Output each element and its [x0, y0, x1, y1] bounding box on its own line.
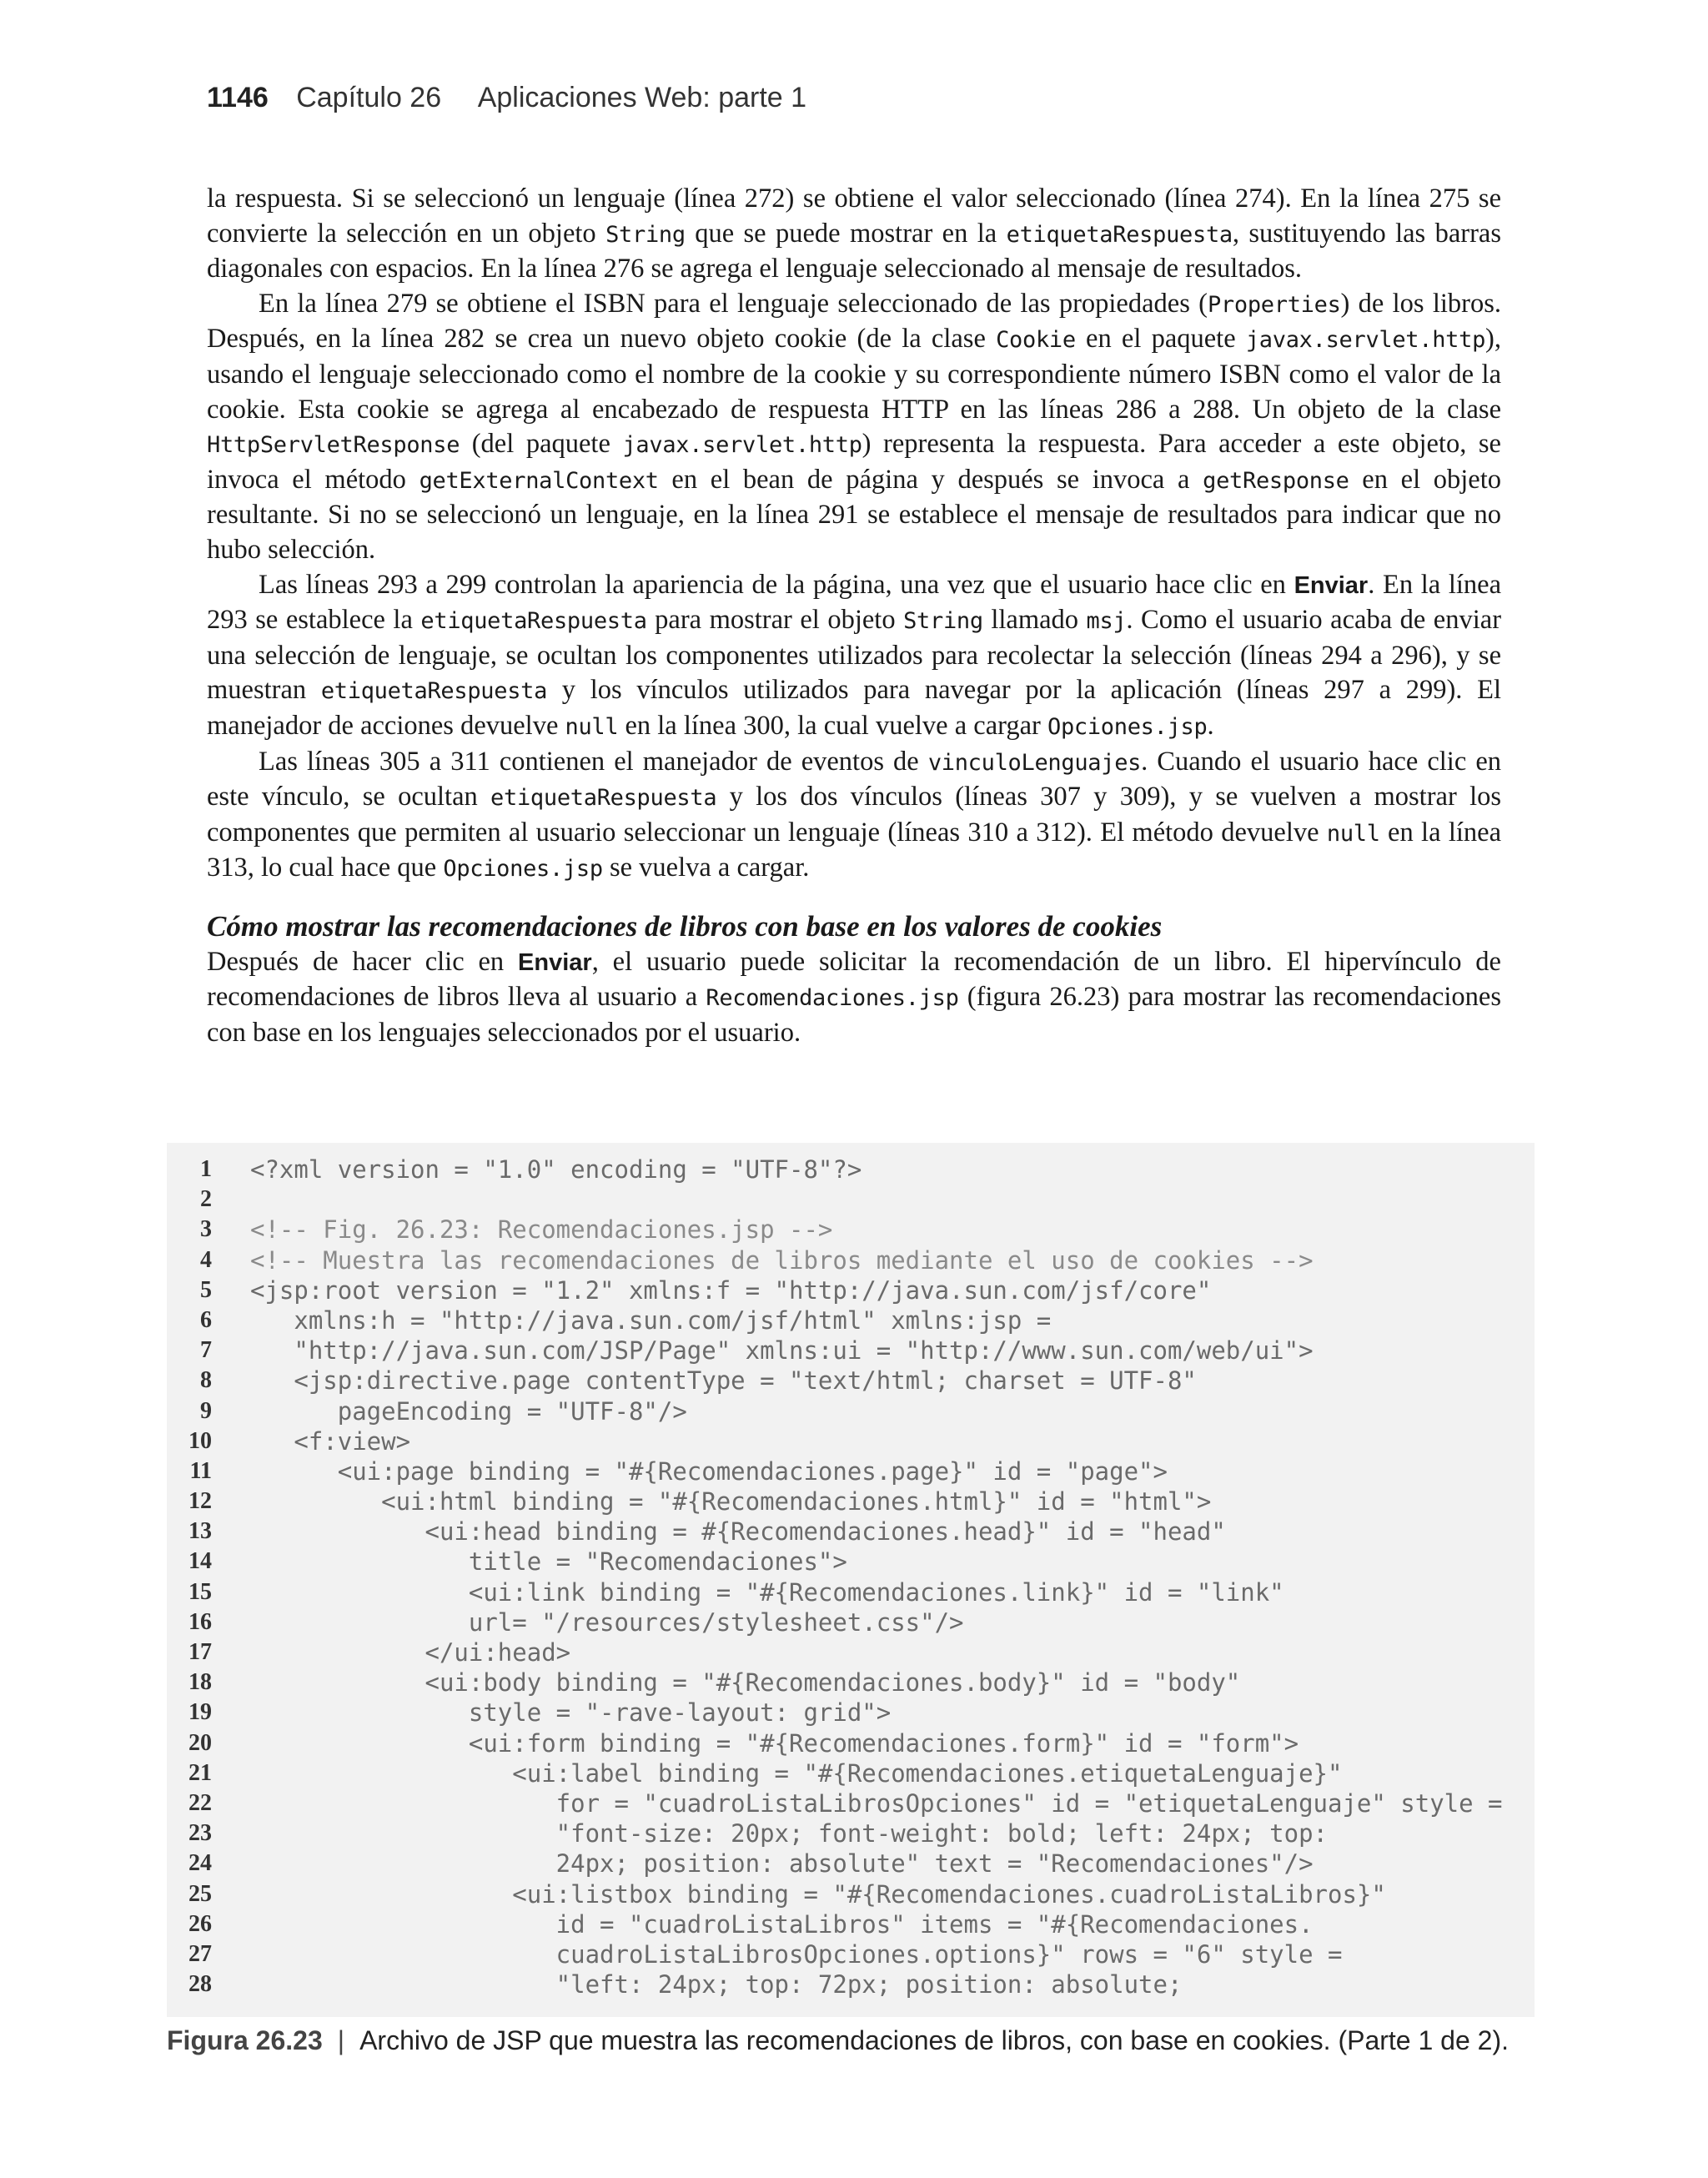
- line-number: 17: [188, 1639, 212, 1665]
- caption-text: Archivo de JSP que muestra las recomendaciones de libros, con base en cookies. (Parte 1 de 2).: [359, 2025, 1509, 2055]
- code-text: <ui:link binding = "#{Recomendaciones.link}" id = "link": [250, 1577, 1284, 1607]
- code-text: for = "cuadroListaLibrosOpciones" id = "etiquetaLenguaje" style =: [250, 1788, 1503, 1818]
- code-line: [167, 1215, 1535, 1245]
- code-text: <ui:page binding = "#{Recomendaciones.page}" id = "page">: [250, 1456, 1168, 1486]
- code-line: [167, 1486, 1535, 1517]
- line-number: 6: [200, 1306, 212, 1333]
- caption-label: Figura 26.23: [167, 2025, 323, 2055]
- code-text: <ui:body binding = "#{Recomendaciones.body}" id = "body": [250, 1668, 1241, 1698]
- code-line: [167, 1547, 1535, 1577]
- code-text: <f:view>: [250, 1426, 411, 1456]
- inline-code: Recomendaciones.jsp: [706, 985, 959, 1012]
- code-line: [167, 1305, 1535, 1335]
- code-line: [167, 1758, 1535, 1788]
- line-number: 2: [200, 1186, 212, 1213]
- page-number: 1146: [207, 82, 269, 113]
- code-text: <jsp:directive.page contentType = "text/html; charset = UTF-8": [250, 1366, 1197, 1396]
- text-run: y los vínculos utilizados para navegar por la aplicación (líneas 297 a 299). El manejador de acciones devuelve: [207, 675, 1501, 741]
- line-number: 23: [188, 1820, 212, 1847]
- button-name: Enviar: [1294, 571, 1369, 599]
- code-line: [167, 1517, 1535, 1547]
- text-run: en la línea 300, la cual vuelve a cargar: [618, 710, 1047, 741]
- inline-code: javax.servlet.http: [1245, 327, 1486, 354]
- text-run: En la línea 279 se obtiene el ISBN para el lenguaje seleccionado de las propiedades (: [259, 288, 1208, 319]
- chapter-title: Aplicaciones Web: parte 1: [477, 82, 807, 113]
- text-run: en el paquete: [1075, 324, 1246, 355]
- text-run: para mostrar el objeto: [646, 605, 904, 636]
- code-line: [167, 1788, 1535, 1818]
- paragraph-1: [207, 182, 1501, 287]
- line-number: 26: [188, 1910, 212, 1937]
- inline-code: null: [1326, 820, 1380, 847]
- code-line: [167, 1607, 1535, 1637]
- text-run: Después de hacer clic en: [207, 946, 519, 977]
- line-number: 15: [188, 1578, 212, 1605]
- inline-code: etiquetaRespuesta: [1006, 221, 1233, 248]
- figure-caption: [167, 2025, 1509, 2056]
- code-line: [167, 1185, 1535, 1215]
- paragraph-3: [207, 568, 1501, 745]
- section-paragraph: [207, 945, 1501, 1051]
- inline-code: vinculoLenguajes: [927, 749, 1142, 776]
- text-run: que se puede mostrar en la: [685, 218, 1007, 249]
- code-text: </ui:head>: [250, 1638, 571, 1667]
- code-text: "left: 24px; top: 72px; position: absolute;: [250, 1970, 1183, 1999]
- code-text: "http://java.sun.com/JSP/Page" xmlns:ui = "http://www.sun.com/web/ui">: [250, 1336, 1314, 1366]
- inline-code: String: [903, 608, 983, 635]
- code-text: 24px; position: absolute" text = "Recomendaciones"/>: [250, 1849, 1314, 1879]
- button-name: Enviar: [518, 948, 592, 976]
- text-run: (figura 26.23) para mostrar las recomendaciones con base en los lenguajes seleccionados por el usuario.: [207, 982, 1501, 1049]
- code-text: "font-size: 20px; font-weight: bold; left: 24px; top:: [250, 1819, 1329, 1849]
- line-number: 25: [188, 1880, 212, 1907]
- code-line: [167, 1426, 1535, 1456]
- running-header: [207, 82, 806, 114]
- chapter-label: Capítulo 26: [296, 82, 442, 113]
- line-number: 13: [188, 1518, 212, 1545]
- text-run: .: [1207, 710, 1214, 741]
- line-number: 4: [200, 1246, 212, 1273]
- line-number: 27: [188, 1940, 212, 1967]
- code-line: [167, 1396, 1535, 1426]
- line-number: 24: [188, 1850, 212, 1877]
- inline-code: etiquetaRespuesta: [420, 608, 647, 635]
- code-text: <ui:listbox binding = "#{Recomendaciones.cuadroListaLibros}": [250, 1879, 1386, 1909]
- code-text: id = "cuadroListaLibros" items = "#{Recomendaciones.: [250, 1909, 1314, 1939]
- code-line: [167, 1366, 1535, 1396]
- text-run: en la línea 313, lo cual hace que: [207, 817, 1501, 883]
- code-line: [167, 1939, 1535, 1969]
- code-text: <ui:head binding = #{Recomendaciones.head}" id = "head": [250, 1517, 1226, 1547]
- code-line: [167, 1698, 1535, 1728]
- code-line: [167, 1275, 1535, 1305]
- line-number: 22: [188, 1789, 212, 1816]
- line-number: 11: [189, 1457, 212, 1484]
- code-text: pageEncoding = "UTF-8"/>: [250, 1396, 687, 1426]
- line-number: 7: [200, 1337, 212, 1364]
- inline-code: javax.servlet.http: [622, 432, 862, 459]
- code-text: xmlns:h = "http://java.sun.com/jsf/html" xmlns:jsp =: [250, 1305, 1052, 1335]
- line-number: 14: [188, 1548, 212, 1575]
- inline-code: getResponse: [1203, 467, 1349, 494]
- code-line: [167, 1637, 1535, 1667]
- line-number: 1: [200, 1156, 212, 1182]
- inline-code: etiquetaRespuesta: [490, 785, 717, 812]
- inline-code: Cookie: [996, 327, 1076, 354]
- text-run: en el bean de página y después se invoca a: [658, 464, 1203, 495]
- text-run: . Cuando el usuario hace clic en este vínculo, se ocultan: [207, 746, 1502, 812]
- text-run: llamado: [982, 605, 1087, 636]
- text-run: . Como el usuario acaba de enviar una selección de lenguaje, se ocultan los componentes utilizados para recolectar la selección (líneas 294 a 296), y se muestran: [207, 605, 1502, 706]
- line-number: 12: [188, 1488, 212, 1515]
- inline-code: Opciones.jsp: [1047, 713, 1208, 740]
- code-line: [167, 1456, 1535, 1486]
- text-run: ) de los libros. Después, en la línea 282 se crea un nuevo objeto cookie (de la clase: [207, 288, 1501, 355]
- line-number: 21: [188, 1759, 212, 1786]
- text-run: y los dos vínculos (líneas 307 y 309), y se vuelven a mostrar los componentes que permiten al usuario seleccionar un lenguaje (líneas 310 a 312). El método devuelve: [207, 782, 1501, 848]
- line-number: 18: [188, 1669, 212, 1696]
- line-number: 9: [200, 1397, 212, 1424]
- text-run: . En la línea 293 se establece la: [207, 569, 1501, 636]
- code-text: style = "-rave-layout: grid">: [250, 1698, 892, 1728]
- inline-code: String: [605, 221, 686, 248]
- inline-code: Properties: [1207, 291, 1341, 318]
- code-text: url= "/resources/stylesheet.css"/>: [250, 1607, 964, 1637]
- line-number: 28: [188, 1971, 212, 1998]
- line-number: 16: [188, 1608, 212, 1635]
- code-line: [167, 1849, 1535, 1879]
- inline-code: Opciones.jsp: [443, 856, 603, 883]
- text-run: ) representa la respuesta. Para acceder a este objeto, se invoca el método: [207, 429, 1501, 495]
- text-run: , sustituyendo las barras diagonales con espacios. En la línea 276 se agrega el lenguaje seleccionado al mensaje de resultados.: [207, 218, 1501, 284]
- text-run: se vuelva a cargar.: [602, 853, 810, 883]
- line-number: 5: [200, 1276, 212, 1303]
- code-text: <jsp:root version = "1.2" xmlns:f = "http://java.sun.com/jsf/core": [250, 1275, 1212, 1305]
- text-run: la respuesta. Si se seleccionó un lenguaje (línea 272) se obtiene el valor seleccionado (línea 274). En la línea 275 se convierte la selección en un objeto: [207, 184, 1501, 249]
- code-text: <ui:html binding = "#{Recomendaciones.html}" id = "html">: [250, 1487, 1212, 1517]
- code-text: cuadroListaLibrosOpciones.options}" rows = "6" style =: [250, 1939, 1343, 1969]
- text-run: ), usando el lenguaje seleccionado como el nombre de la cookie y su correspondiente número ISBN como el valor de la cookie. Esta cookie se agrega al encabezado de respuesta HTTP en las líneas 286 a 288. Un objeto de la clase: [207, 324, 1501, 425]
- code-text: title = "Recomendaciones">: [250, 1547, 847, 1577]
- code-line: [167, 1728, 1535, 1758]
- line-number: 10: [188, 1427, 212, 1454]
- text-run: Las líneas 293 a 299 controlan la apariencia de la página, una vez que el usuario hace clic en: [259, 569, 1294, 600]
- code-text: <?xml version = "1.0" encoding = "UTF-8"?>: [250, 1155, 862, 1184]
- line-number: 3: [200, 1216, 212, 1243]
- code-line: [167, 1969, 1535, 1999]
- line-number: 8: [200, 1367, 212, 1394]
- code-text: <!-- Muestra las recomendaciones de libros mediante el uso de cookies -->: [250, 1245, 1314, 1275]
- code-line: [167, 1154, 1535, 1185]
- code-text: <ui:label binding = "#{Recomendaciones.etiquetaLenguaje}": [250, 1758, 1343, 1788]
- line-number: 20: [188, 1729, 212, 1756]
- section-title: Cómo mostrar las recomendaciones de libros con base en los valores de cookies: [207, 909, 1163, 943]
- code-line: [167, 1245, 1535, 1275]
- inline-code: getExternalContext: [419, 467, 659, 494]
- code-text: <ui:form binding = "#{Recomendaciones.form}" id = "form">: [250, 1728, 1299, 1758]
- code-lines: [167, 1154, 1535, 1999]
- body-text: [207, 182, 1501, 1051]
- code-line: [167, 1879, 1535, 1909]
- text-run: Las líneas 305 a 311 contienen el manejador de eventos de: [259, 746, 928, 777]
- paragraph-2: [207, 287, 1501, 568]
- inline-code: HttpServletResponse: [207, 432, 460, 459]
- code-line: [167, 1818, 1535, 1849]
- inline-code: msj: [1086, 608, 1127, 635]
- text-run: en el objeto resultante. Si no se seleccionó un lenguaje, en la línea 291 se establece el mensaje de resultados para indicar que no hubo selección.: [207, 464, 1501, 565]
- code-listing: [167, 1143, 1535, 2017]
- code-line: [167, 1577, 1535, 1607]
- code-line: [167, 1667, 1535, 1698]
- code-line: [167, 1909, 1535, 1939]
- inline-code: null: [565, 713, 619, 740]
- paragraph-4: [207, 745, 1501, 887]
- caption-separator: |: [337, 2025, 345, 2055]
- text-run: (del paquete: [460, 429, 623, 460]
- inline-code: etiquetaRespuesta: [320, 678, 548, 705]
- line-number: 19: [188, 1699, 212, 1726]
- text-run: , el usuario puede solicitar la recomendación de un libro. El hipervínculo de recomendaciones de libros lleva al usuario a: [207, 946, 1501, 1013]
- code-line: [167, 1335, 1535, 1366]
- code-text: <!-- Fig. 26.23: Recomendaciones.jsp -->: [250, 1215, 833, 1245]
